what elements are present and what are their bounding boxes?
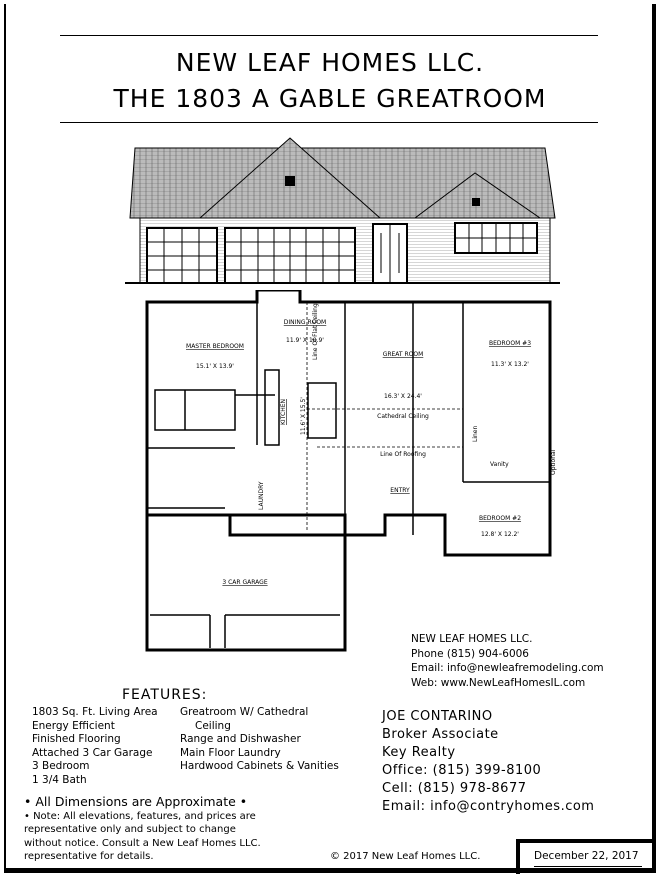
date: December 22, 2017 [534,850,642,867]
bedroom3-dims: 11.3' X 13.2' [491,361,529,368]
company-email[interactable]: Email: info@newleafremodeling.com [411,662,604,674]
floor-plan [145,290,560,652]
dimensions-note: • All Dimensions are Approximate • [24,794,248,809]
dining-room-dims: 11.9' X 10.9' [286,337,324,344]
features-col2 [180,706,339,774]
feature-item: Main Floor Laundry [180,746,281,759]
company-name: NEW LEAF HOMES LLC. [411,633,533,645]
house-elevation [125,128,560,288]
feature-item: Finished Flooring [32,733,121,745]
vanity-label: Vanity [490,461,509,468]
agent-title: Broker Associate [382,727,499,742]
company-info [411,632,604,690]
disclaimer-note [24,810,261,863]
agent-company: Key Realty [382,745,456,760]
features-heading: FEATURES: [122,687,208,703]
date-box [516,839,652,874]
agent-cell: Cell: (815) 978-8677 [382,781,527,796]
kitchen-label: KITCHEN [280,399,287,425]
linen-label: Linen [472,425,479,442]
laundry-label: LAUNDRY [258,481,265,510]
company-web[interactable]: Web: www.NewLeafHomesIL.com [411,676,586,689]
features-col1 [32,706,158,787]
roofing-label: Line Of Roofing [380,451,426,458]
feature-item: Ceiling [195,719,231,732]
entry-label: ENTRY [390,487,410,494]
garage-label: 3 CAR GARAGE [222,579,268,586]
flat-ceiling-label: Line Of Flat Ceiling [312,303,319,360]
disclaimer-line: representative only and subject to change [24,824,236,836]
master-bedroom-dims: 15.1' X 13.9' [196,363,234,370]
dining-room-label: DINING ROOM [283,319,327,326]
title-rule [60,122,598,123]
bedroom2-dims: 12.8' X 12.2' [481,531,519,538]
optional-label: Optional [550,449,557,475]
feature-item: Range and Dishwasher [180,733,301,745]
great-room-dims: 16.3' X 24.4' [384,393,422,400]
disclaimer-line: • Note: All elevations, features, and prices are [24,811,256,822]
agent-email[interactable]: Email: info@contryhomes.com [382,799,595,814]
great-room-label: GREAT ROOM [382,351,424,358]
company-title: NEW LEAF HOMES LLC. [175,48,485,77]
feature-item: 1803 Sq. Ft. Living Area [32,706,158,718]
agent-info [382,708,594,816]
top-rule [60,35,598,36]
agent-office: Office: (815) 399-8100 [382,763,542,778]
master-bedroom-label: MASTER BEDROOM [186,343,244,350]
cathedral-ceiling-label: Cathedral Ceiling [377,413,429,420]
kitchen-dims: 11.6' X 15.5' [300,397,307,435]
disclaimer-line: representative for details. [24,850,154,862]
copyright: © 2017 New Leaf Homes LLC. [330,851,481,862]
company-phone: Phone (815) 904-6006 [411,647,529,660]
feature-item: Energy Efficient [32,719,115,732]
feature-item: Hardwood Cabinets & Vanities [180,760,339,772]
feature-item: Greatroom W/ Cathedral [180,706,309,718]
disclaimer-line: without notice. Consult a New Leaf Homes LLC. [24,837,261,849]
bedroom2-label: BEDROOM #2 [478,515,522,522]
feature-item: 1 3/4 Bath [32,773,87,786]
plan-title: THE 1803 A GABLE GREATROOM [113,84,547,113]
feature-item: Attached 3 Car Garage [32,746,153,759]
feature-item: 3 Bedroom [32,760,90,772]
bedroom3-label: BEDROOM #3 [488,340,532,347]
agent-name: JOE CONTARINO [382,709,493,724]
